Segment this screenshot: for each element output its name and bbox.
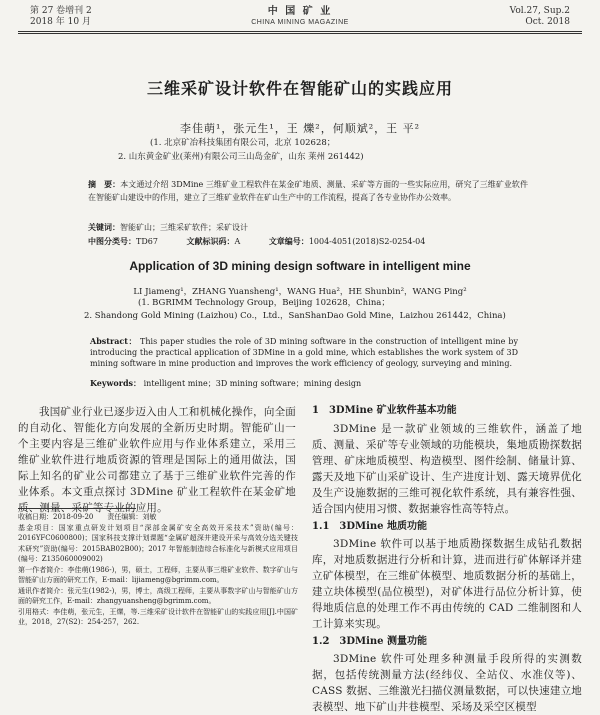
paper-title-zh: 三维采矿设计软件在智能矿山的实践应用 [146, 79, 453, 98]
clc-label: 中图分类号： [88, 236, 136, 246]
journal-name-zh: 中 国 矿 业 [267, 6, 333, 17]
right-column [312, 404, 582, 715]
footnote-citation: 引用格式：李佳萌，张元生，王爍，等.三维采矿设计软件在智能矿山的实践应用[J].中国矿业，2018，27(S2)：254-257，262. [18, 607, 298, 626]
paper-title-en: Application of 3D mining design software in intelligent mine [129, 259, 471, 273]
abstract-zh-label: 摘 要： [88, 179, 121, 189]
section-1-paragraph: 3DMine 是一款矿业领域的三维软件，涵盖了地质、测量、采矿等专业领域的功能模块，集地质勘探数据管理、矿床地质模型、构造模型、图件绘制、储量计算、露天及地下矿山采矿设计、生产进度计划、露天境界优化及生产设施数据的三维可视化软件系统，具有兼容性强、适合国内使用习惯、数据兼容性高等特点。 [312, 423, 582, 515]
journal-name-en: CHINA MINING MAGAZINE [251, 19, 349, 26]
keywords-en-label: Keywords： [90, 378, 142, 388]
header-right [510, 6, 570, 28]
keywords-en [90, 378, 520, 389]
header-rule-thin [18, 33, 582, 34]
authors-en: LI Jiameng¹，ZHANG Yuansheng¹，WANG Hua²，HE Shunbin²，WANG Ping² [133, 287, 467, 297]
affiliation-zh-1: (1. 北京矿冶科技集团有限公司，北京 102628； [150, 138, 336, 148]
abstract-zh [88, 178, 528, 204]
section-1-2-heading: 1.2 3DMine 测量功能 [312, 636, 428, 647]
abstract-en [90, 336, 518, 369]
section-1-heading: 1 3DMine 矿业软件基本功能 [312, 405, 457, 416]
footnote-first-author: 第一作者简介：李佳萌(1986-)，男，硕士，工程师，主要从事三维矿业软件、数字矿山与智能矿山方面的研究工作，E-mail：lijiameng@bgrimm.com。 [18, 565, 298, 584]
footnote-funding: 基金项目：国家重点研发计划项目“深部金属矿安全高效开采技术”资助(编号：2016YFC0600800)；国家科技支撑计划课题“金属矿超深井建设开采与高效分选关键技术研究”资助(编号：2015BAB02B00)；2017 年智能制造综合标准化与新模式应用项目(编号：Z135060009002) [18, 523, 298, 563]
footnote-corresponding-author: 通讯作者简介：张元生(1982-)，男，博士，高级工程师，主要从事数字矿山与智能矿山方面的研究工作，E-mail：zhangyuansheng@bgrimm.com。 [18, 586, 298, 605]
article-number-value: 1004-4051(2018)S2-0254-04 [308, 237, 426, 246]
classification-zh [88, 236, 528, 247]
doc-code-value: A [234, 237, 241, 246]
footnote-rule [18, 508, 136, 509]
header-left [30, 6, 92, 28]
journal-volume-en: Vol.27, Sup.2 [509, 6, 570, 16]
affiliation-en-2: 2. Shandong Gold Mining (Laizhou) Co.，Ltd.，SanShanDao Gold Mine，Laizhou 261442，China) [84, 311, 506, 321]
article-number-label: 文章编号： [268, 236, 309, 246]
journal-volume: 第 27 卷增刊 2 [30, 6, 92, 16]
clc-value: TD67 [136, 237, 158, 246]
journal-date: 2018 年 10 月 [30, 17, 91, 27]
section-1-2-paragraph: 3DMine 软件可处理多种测量手段所得的实测数据，包括传统测量方法(经纬仪、全站仪、水准仪等)、CASS 数据、三维激光扫描仪测量数据，可以快速建立地表模型、地下矿山井巷模型、采场及采空区模型 [312, 653, 582, 713]
keywords-zh [88, 222, 248, 233]
footnotes [18, 512, 298, 628]
keywords-zh-text: 智能矿山；三维采矿软件；采矿设计 [120, 223, 248, 232]
keywords-zh-label: 关键词： [88, 222, 120, 232]
footnote-received: 收稿日期：2018-09-20 责任编辑：刘敏 [18, 513, 157, 521]
section-1-1-paragraph: 3DMine 软件可以基于地质勘探数据生成钻孔数据库，对地质数据进行分析和计算，进而进行矿体解译并建立矿体模型，在三维矿体模型、地质数据分析的基础上，建立块体模型(品位模型)，对矿体进行品位分析计算，使得地质信息的处理工作不再由传统的 CAD 二维制图和人工计算来实现。 [312, 538, 582, 630]
journal-date-en: Oct. 2018 [525, 17, 570, 27]
section-1-1-heading: 1.1 3DMine 地质功能 [312, 521, 428, 532]
affiliation-en-1: (1. BGRIMM Technology Group，Beijing 102628，China； [138, 298, 390, 308]
doc-code-label: 文献标识码： [186, 236, 235, 246]
keywords-en-text: intelligent mine；3D mining software；mining design [143, 379, 362, 388]
affiliation-zh-2: 2. 山东黄金矿业(莱州)有限公司三山岛金矿，山东 莱州 261442) [118, 152, 364, 162]
header-center [200, 6, 400, 28]
abstract-en-text: This paper studies the role of 3D mining software in the construction of intelligent mine by introducing the practical application of 3DMine in a gold mine, which establishes the work system of 3D mining software in mine production and improves the work efficiency of geology, surveying and mining. [90, 337, 519, 368]
header-rule [18, 31, 582, 32]
abstract-en-label: Abstract： [90, 336, 137, 346]
abstract-zh-text: 本文通过介绍 3DMine 三维矿业工程软件在某金矿地质、测量、采矿等方面的一些实际应用，研究了三维矿业软件在智能矿山建设中的作用，建立了三维矿业软件在矿山生产中的工作流程，提高了各专业协作办公效率。 [88, 180, 528, 202]
authors-zh: 李佳萌¹，张元生¹，王 爍²，何顺斌²，王 平² [179, 122, 421, 135]
intro-paragraph: 我国矿业行业已逐步迈入由人工和机械化操作，向全面的自动化、智能化方向发展的全新历史时期。智能矿山一个主要内容是三维矿业软件应用与作业体系建立，采用三维矿业软件进行地质资源的管理是国际上的通用做法，国际上知名的矿业公司都建立了基于三维矿业软件完善的作业体系。本文重点探讨 3DMine 矿业工程软件在某金矿地质、测量、采矿等专业的应用。 [18, 406, 296, 514]
